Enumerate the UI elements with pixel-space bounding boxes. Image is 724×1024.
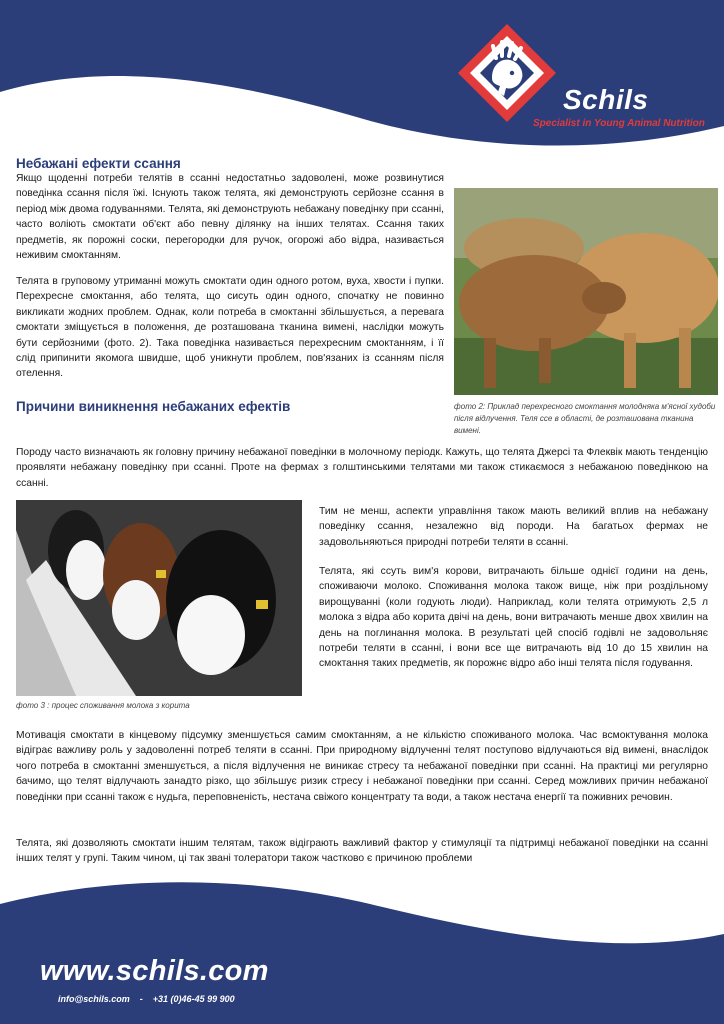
website-link[interactable]: www.schils.com [40, 955, 269, 987]
schils-logo-icon[interactable] [452, 18, 562, 128]
section-heading-causes: Причини виникнення небажаних ефектів [16, 399, 291, 414]
paragraph-breed: Породу часто визначають як головну причину небажаної поведінки в молочному періодк. Кажуть, що телята Джерсі та Флеквік мають тенденцію проявляти небажану поведінку при ссанні. Проте на фермах з голштинськими телятами ми також стикаємося з небажаною поведінкою на ссанні. [16, 447, 708, 489]
brand-name: Schils [563, 84, 649, 115]
paragraph-udder-time: Телята, які ссуть вим'я корови, витрачають більше однієї години на день, споживаючи молоко. Споживання молока також вище, ніж при роздільному вирощуванні (коли годують люди). Наприклад, коли телята отримують 2,5 л молока з відра або корита двічі на день, вони витрачають менше двох хвилин на день на поглинання молока. В результаті цей спосіб годівлі не задовольняє потреби теляти в ссанні, і вони все ще витрачають від 10 до 15 хвилин на смоктання таких предметів, як порожнє відро або інші телята після годування. [319, 566, 708, 670]
paragraph-tolerators: Телята, які дозволяють смоктати іншим телятам, також відіграють важливий фактор у стимуляції та підтримці небажаної поведінки на ссанні інших телят у групі. Таким чином, ці так звані толератори також частково є причиною проблеми [16, 838, 708, 865]
paragraph-unwanted-sucking: Якщо щоденні потреби телятів в ссанні недостатньо задоволені, може розвинутися поведінка ссання після їжі. Існують також телята, які демонструють серйозне ссання в період між двома годуваннями. Телята, які демонструють небажану поведінку при ссанні, часто воліють смоктати об'єкт або певну ділянку на інших телятах. Ссання таких предметів, як порожні соски, перегородки для ручок, огорожі або відра, називається неживим смоктанням. [16, 173, 444, 262]
photo3-caption: фото 3 : процес споживання молока з корита [16, 701, 190, 710]
contact-info[interactable]: info@schils.com - +31 (0)46-45 99 900 [58, 994, 235, 1004]
photo2-caption: фото 2: Приклад перехресного смоктання молодняка м'ясної худоби після відлучення. Теля ссе в області, де розташована тканина вимені. [454, 402, 716, 435]
paragraph-motivation: Мотивація смоктати в кінцевому підсумку зменшується самим смоктанням, а не кількістю споживаного молока. Час всмоктування молока відіграє важливу роль у задоволенні потреб теляти в ссанні. При природному відлученні телят поступово відлучаються від вимені, внаслідок чого потреба в смоктанні зменшується, а після відлучення не виникає стресу та небажаної поведінки при ссанні. На практиці ми регулярно бачимо, що телят відлучають занадто різко, що збільшує ризик стресу і небажаної поведінки при ссанні. Серед можливих причин небажаної поведінки при ссанні також є нудьга, переповненість, нестача свіжого концентрату та води, а також нестача енергії та поживних речовин. [16, 730, 708, 803]
paragraph-management: Тим не менш, аспекти управління також мають великий вплив на небажану поведінку ссання, незалежно від породи. На багатьох фермах не задовольняються природні потреби теляти в ссанні. [319, 506, 708, 548]
header-banner [0, 0, 724, 160]
section-heading-unwanted-effects: Небажані ефекти ссання [16, 156, 181, 171]
paragraph-group-housing: Телята в груповому утриманні можуть смоктати один одного ротом, вуха, хвости і пупки. Перехресне смоктання, або телята, що сисуть один одного, спочатку не повинно викликати жодних проблем. Однак, коли потреба в смоктанні збільшується, а перевага смоктати зміщується в положення, де розташована тканина вимені, наслідки можуть бути серйозними (фото. 2). Така поведінка називається перехресним смоктанням, і її слід припинити якомога швидше, щоб уникнути проблем, пов'язаних із ссанням після отелення. [16, 276, 444, 380]
photo-milk-trough [16, 500, 302, 696]
brand-tagline: Specialist in Young Animal Nutrition [533, 118, 705, 129]
photo-cross-sucking [454, 188, 718, 395]
